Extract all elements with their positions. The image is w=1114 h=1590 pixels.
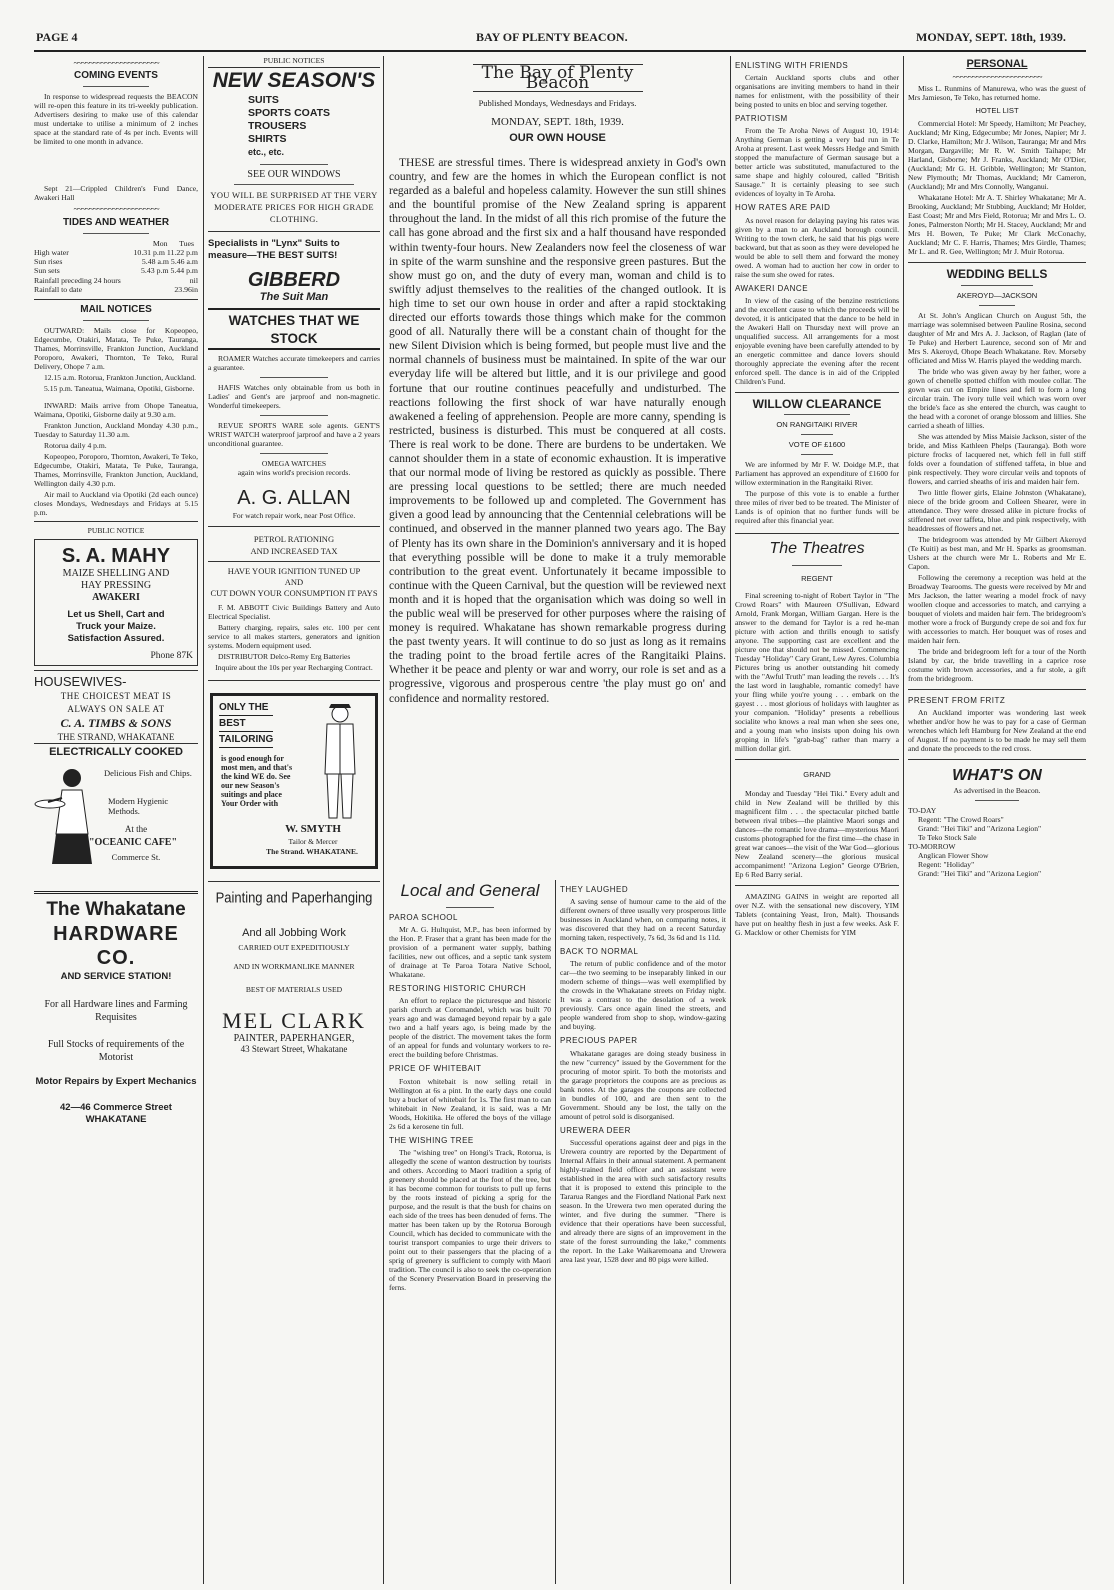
news-heading: PRESENT FROM FRITZ: [908, 695, 1006, 705]
hotel-list-title: HOTEL LIST: [975, 106, 1019, 116]
table-row: Rainfall to date 23.96in: [34, 284, 198, 294]
petrol-line: AND: [284, 577, 304, 588]
news-heading: PRECIOUS PAPER: [560, 1036, 638, 1046]
mail-para: OUTWARD: Mails close for Kopeopeo, Edgecumbe, Otakiri, Matata, Te Puke, Tauranga, Thames, Morrinsville, Frankton Junction, Auckland Poroporo, Awakeri, Thornton, Te Teko, Rural Delivery, Ohope 7 a.m.: [34, 326, 198, 372]
news-body: Certain Auckland sports clubs and other organisations are inviting members to hand in their names for enlistment, with the possibility of their being posted to units en bloc and serving together.: [735, 73, 899, 110]
news-heading: RESTORING HISTORIC CHURCH: [389, 984, 527, 994]
tides-table: Mon Tues High water 10.31 p.m 11.22 p.m Sun rises 5.48 a.m 5.46 a.m Sun sets 5.43 p.m 5.44 p.m Rainfall preceding 24 hours nil Rainfall to date 23.96in: [34, 238, 198, 294]
petrol-line: HAVE YOUR IGNITION TUNED UP: [227, 566, 361, 577]
today-heading: TO-DAY: [908, 805, 937, 815]
masthead: The Bay of Plenty Beacon: [481, 63, 634, 94]
wavy-divider: ~~~~~~~~~~~~~~~~~~~~~~: [73, 58, 159, 68]
news-body: From the Te Aroha News of August 10, 1914: Anything German is getting a very bad run in Te Aroha at present. Last week Messrs Hedge and Smith stopped the manufacture of German sausage but a better article was substituted, manufactured to the same shape and highly coloured, called "British Sausage." It is certainly pleasing to see such evidences of loyalty in Te Aroha.: [735, 126, 899, 199]
surprised-text: YOU WILL BE SURPRISED AT THE VERY MODERATE PRICES FOR HIGH GRADE CLOTHING.: [210, 190, 378, 225]
willow-vote: VOTE OF £1600: [788, 440, 846, 450]
whats-on-sub: As advertised in the Beacon.: [953, 785, 1041, 795]
wedding-title: WEDDING BELLS: [946, 267, 1048, 282]
column-6: [908, 56, 1086, 1584]
news-body: The "wishing tree" on Hongi's Track, Rotorua, is allegedly the scene of wanton destruction by tourists and others. According to Maori tradition a sprig of greenery should be placed at the foot of the tree, but it has become common for tourists to pull up ferns by the roots instead of picking a sprig for the purpose, and the result is that the bush for chains on each side of the trees has been denuded of ferns. The matter has been taken up by the Rotorua Borough Council, which has decided to communicate with the tourist transport companies to urge their drivers to point out to their passengers that the placing of a sprig of greenery is sufficient to comply with Maori tradition. The council is also to seek the co-operation of the Scenery Preservation Board in preserving the ferns.: [389, 1147, 551, 1292]
column-rule: [903, 56, 904, 1584]
news-heading: HOW RATES ARE PAID: [735, 203, 831, 213]
column-1: [34, 56, 198, 1584]
mail-para: Air mail to Auckland via Opotiki (2d each ounce) closes Mondays, Wednesdays and Fridays at 5.15 p.m.: [34, 490, 198, 518]
table-row: Sun rises 5.48 a.m 5.46 a.m: [34, 257, 198, 267]
news-body: Mr A. G. Hultquist, M.P., has been informed by the Hon. P. Fraser that a grant has been made for the provision of a permanent water supply, bathing facilities, new out offices, and a septic tank system of drainage at Te Paroa Totara Native School, Whakatane.: [389, 925, 551, 980]
watches-title: WATCHES THAT WE STOCK: [208, 312, 380, 350]
coming-event-item: Sept 21—Crippled Children's Fund Dance, Awakeri Hall: [34, 184, 198, 203]
editorial-title: OUR OWN HOUSE: [509, 131, 606, 144]
watch-item: again wins world's precision records.: [237, 468, 351, 478]
news-heading: THEY LAUGHED: [560, 885, 629, 894]
news-heading: AWAKERI DANCE: [735, 283, 809, 293]
column-rule: [383, 56, 384, 1584]
allan-name: A. G. ALLAN: [237, 487, 351, 510]
column-5: [735, 56, 899, 1584]
news-body: She was attended by Miss Maisie Jackson, sister of the bride, and Miss Kathleen Phelps (Tauranga). Both wore picture frocks of lacquered net, which fell in full stiff folds over a foundation of stiffened taffeta, in blue and pink respectively. They wore circular veils and topnots of flowers, and carried sheaths of iris and maiden hair fern.: [908, 431, 1086, 486]
wavy-divider: ~~~~~~~~~~~~~~~~~~~~~~~: [952, 72, 1042, 83]
mail-para: INWARD: Mails arrive from Ohope Taneatua, Waimana, Opotiki, Gisborne daily at 9.30 a.m.: [34, 401, 198, 420]
personal-title: PERSONAL: [966, 58, 1028, 70]
abbott-text: F. M. ABBOTT Civic Buildings Battery and Auto Electrical Specialist.: [208, 603, 380, 622]
news-heading: PAROA SCHOOL: [389, 913, 458, 922]
mel-clark-name: MEL CLARK: [222, 1007, 366, 1033]
editorial-date: MONDAY, SEPT. 18th, 1939.: [491, 115, 624, 128]
news-heading: THE WISHING TREE: [389, 1135, 474, 1145]
grand-heading: GRAND: [803, 770, 831, 780]
painting-title: Painting and Paperhanging: [215, 889, 373, 907]
column-2: [208, 56, 380, 1584]
column-rule: [203, 56, 204, 1584]
willow-title: WILLOW CLEARANCE: [752, 396, 882, 411]
news-body: Whakatane garages are doing steady business in the new "currency" issued by the Government for the procuring of motor spirit. To both the motorists and the garage proprietors the coupons are as precious as bank notes. At the garages the coupons are collected in bundles of 100, and are then sent to the Government. Should any be lost, the tally on the amount of petrol sold is disorganised.: [560, 1048, 726, 1121]
public-notice-label: PUBLIC NOTICE: [87, 526, 145, 536]
column-rule: [555, 880, 556, 1584]
regent-heading: REGENT: [801, 574, 833, 584]
news-body: The bridegroom was attended by Mr Gilbert Akeroyd (Te Kuiti) as best man, and Mr H. Sparks as groomsman. Ushers at the church were Mr L. Roberts and Mr E. Capon.: [908, 534, 1086, 571]
paint-line: And all Jobbing Work: [242, 927, 346, 940]
page-number: PAGE 4: [36, 30, 78, 44]
table-row: Sun sets 5.43 p.m 5.44 p.m: [34, 266, 198, 276]
tailor-figure-illustration: [305, 702, 375, 822]
paint-line: PAINTER, PAPERHANGER,: [233, 1032, 355, 1044]
abbott-text: DISTRIBUTOR Delco-Remy Erg Batteries: [218, 652, 351, 662]
hardware-co-advert: The Whakatane HARDWARE CO. AND SERVICE STATION! For all Hardware lines and Farming Requisites Full Stocks of requirements of the Motorist Motor Repairs by Expert Mechanics 42—46 Commerce Street WHAKATANE: [35, 899, 197, 1126]
list-item: Anglican Flower Show: [918, 850, 989, 860]
news-body: Commercial Hotel: Mr Speedy, Hamilton; Mr Peachey, Auckland; Mr King, Edgecumbe; Mr Jones, Napier; Mr J. D. Clarke, Hamilton; Mr J. Wilson, Tauranga; Mr and Mrs Morgan, Dargaville; Mr R. W. Smith Taihape; Mr Harland, Gisborne; Mr J. Franks, Auckland; Mr O'Dier, (Auckland; Mr G. H. Gribble, Wellington; Mr Stanton, New Plymouth; Mr Thomas, Auckland; Mr Cameron, (Auckland); Mr and Mrs Connolly, Wanganui.: [908, 119, 1086, 192]
news-body: The bride who was given away by her father, wore a gown of chenelle spotted chiffon with moulee collar. The gown was cut on Empire lines and fell to form a long circular train. The ivory tulle veil which was worn over the bride's face as she entered the church, was caught to the head with a coronet of orange blossom and lillies. She carried a sheath of lillies.: [908, 366, 1086, 430]
see-our-windows: SEE OUR WINDOWS: [247, 169, 341, 180]
theatres-title: The Theatres: [769, 540, 865, 558]
wedding-sub: AKEROYD—JACKSON: [956, 290, 1038, 300]
oceanic-cafe-advert: ELECTRICALLY COOKED Delicious Fish and Chips. Modern Hygienic Methods. At the "OCEANIC CAFE" Commerce St.: [34, 743, 198, 887]
news-body: Miss L. Runmins of Manurewa, who was the guest of Mrs Jamieson, Te Teko, has returned home.: [908, 84, 1086, 103]
lynx-text: Specialists in "Lynx" Suits to measure—THE BEST SUITS!: [208, 238, 340, 262]
new-seasons-items: SUITS SPORTS COATS TROUSERS SHIRTS etc., etc.: [248, 94, 331, 157]
news-body: Whakatane Hotel: Mr A. T. Shirley Whakatane; Mr A. Brooking, Auckland; Mr Stubbing, Auckland; Mr Holder, East Coast; Mr and Mrs Field, Rotorua; Mr and Mrs L. O. Jones, Palmerston North; Mr H. Stacey, Auckland; Mr and Mrs H. Bowen, Te Puke; Mr Clark McConachy, Auckland; Mr C. F. Harris, Thames; Mrs Girdle, Thames; Mr L. and R. Gee, Wellington; Mr J. Muir Rotorua.: [908, 193, 1086, 257]
news-body: Following the ceremony a reception was held at the Broadway Tearooms. The guests were received by Mr and Mrs Jackson, the latter wearing a model frock of navy woollen cloque and accessories to match, and carrying a bouquet of violets and maiden hair fern. The bridegroom's mother wore a frock of Burgundy crepe de soi and fox fur with accessories to match. Her bouquet was of roses and maiden hair fern.: [908, 572, 1086, 645]
mail-para: 5.15 p.m. Taneatua, Waimana, Opotiki, Gisborne.: [44, 384, 195, 394]
news-heading: PATRIOTISM: [735, 114, 788, 124]
new-seasons-title: NEW SEASON'S: [212, 69, 376, 92]
mail-para: Kopeopeo, Poroporo, Thornton, Awakeri, Te Teko, Edgecumbe, Otakiri, Matata, Te Puke, Tauranga, Thames, Morrinsville, Frankton Junction, Auckland, Wellington daily 4.30 p.m.: [34, 452, 198, 489]
willow-sub: ON RANGITAIKI RIVER: [776, 420, 858, 430]
mail-notices-title: MAIL NOTICES: [80, 304, 152, 316]
public-notices-label: PUBLIC NOTICES: [208, 56, 380, 68]
mahy-advert: S. A. MAHY MAIZE SHELLING AND HAY PRESSING AWAKERI Let us Shell, Cart and Truck your Maize. Satisfaction Assured. Phone 87K: [34, 539, 198, 666]
news-body: The purpose of this vote is to enable a further three miles of river bed to be treated. The Minister of Lands is of opinion that no further funds will be required after this financial year.: [735, 489, 899, 526]
news-body: An Auckland importer was wondering last week whether and/or how he was to pay for a case of German wrenches which left Hamburg for New Zealand at the end of August. If no payment is to be made he may sell them and donate the proceeds to the red cross.: [908, 707, 1086, 753]
whats-on-title: WHAT'S ON: [952, 766, 1042, 784]
allan-sub: For watch repair work, near Post Office.: [232, 511, 356, 521]
news-body: Foxton whitebait is now selling retail in Wellington at 6s a pint. In the early days one could buy a bucket of whitebait for 1s. The first man to can whitebait in New Zealand, it is said, was a Mr Woods, Hokitika. He offered the boys of the village 2s 6d a kerosene tin full.: [389, 1076, 551, 1131]
coming-events-body: In response to widespread requests the BEACON will re-open this feature in its tri-weekly publication. Advertisers desiring to make use of this calendar must undertake to utilise a minimum of 2 inches space at the standard rate of 4s per inch. Events will be limited to one month in advance.: [34, 92, 198, 147]
list-item: Grand: "Hei Tiki" and "Arizona Legion": [918, 823, 1042, 833]
mail-para: 12.15 a.m. Rotorua, Frankton Junction, Auckland.: [44, 373, 197, 383]
published-line: Published Mondays, Wednesdays and Fridays.: [478, 98, 637, 109]
column-rule: [730, 56, 731, 1584]
suit-man: The Suit Man: [259, 291, 329, 304]
gibberd-name: GIBBERD: [247, 269, 341, 292]
mail-para: Frankton Junction, Auckland Monday 4.30 p.m., Tuesday to Saturday 11.30 a.m.: [34, 421, 198, 440]
list-item: Te Teko Stock Sale: [918, 832, 977, 842]
column-4: [560, 880, 726, 1584]
watch-item: HAFIS Watches only obtainable from us both in Ladies' and Gent's are jarproof and non-magnetic. Wonderful timekeepers.: [208, 383, 380, 411]
wavy-divider: ~~~~~~~~~~~~~~~~~~~~~~: [73, 204, 159, 215]
petrol-line: PETROL RATIONING: [253, 534, 335, 545]
paint-line: CARRIED OUT EXPEDITIOUSLY: [238, 942, 350, 952]
mail-para: Rotorua daily 4 p.m.: [44, 441, 107, 451]
paint-line: BEST OF MATERIALS USED: [245, 984, 343, 994]
tomorrow-heading: TO-MORROW: [908, 841, 956, 851]
news-body: A saving sense of humour came to the aid of the different owners of three usually very prosperous little businesses in Auckland when, on comparing notes, it was discovered that they had on a recent Saturday morning taken, respectively, 7s 6d, 3s 6d and 1s 11d.: [560, 897, 726, 943]
news-body: Monday and Tuesday "Hei Tiki." Every adult and child in New Zealand will be thrilled by this magnificent film . . . the spectacular pitched battle between rival tribes—the plaintive Maori songs and dances—the romantic love drama—mysterious Maori customs photographed for the first time—the chase in great war canoes—the visit of the War God—glorious New Zealand scenery—the glorious musical accompaniment! "Arizona Legion" George O'Brien, Ep 6 Red Barry serial.: [735, 789, 899, 880]
watch-item: OMEGA WATCHES: [261, 459, 327, 469]
local-general: [389, 880, 551, 1584]
smyth-advert: ONLY THE BEST TAILORING is good enough for most men, and that's the kind WE do. See our new Season's suitings and place Your Order with W. SMYTH Tailor & Mercer The Strand. WHAKATANE.: [210, 693, 378, 869]
news-body: The bride and bridegroom left for a tour of the North Island by car, the bride travelling in a caprice rose costume with brown accessories, and a fur stole, a gift from the bridegroom.: [908, 646, 1086, 683]
local-general-title: Local and General: [400, 881, 540, 900]
petrol-line: CUT DOWN YOUR CONSUMPTION IT PAYS: [210, 588, 378, 599]
news-heading: ENLISTING WITH FRIENDS: [735, 61, 849, 70]
paint-line: AND IN WORKMANLIKE MANNER: [233, 961, 355, 971]
news-heading: UREWERA DEER: [560, 1125, 631, 1135]
list-item: Regent: "The Crowd Roars": [918, 814, 1004, 824]
news-body: AMAZING GAINS in weight are reported all over N.Z. with the sensational new discovery, YIM Tablets (containing Yeast, Iron, Malt). Thousands have put on healthy flesh in just a few weeks. Ask F. G. Macklow or other Chemists for YIM: [735, 892, 899, 938]
news-body: Final screening to-night of Robert Taylor in "The Crowd Roars" with Maureen O'Sullivan, Edward Arnold, Frank Morgan, William Gargan. Here is the answer to the demand for Taylor is a red he-man picture with action and thrills enough to satisfy anyone. The supporting cast are excellent and the picture one that should not be missed. Commencing Tuesday "Holiday" Cary Grant, Lew Ayres. Columbia Pictures bring us another outstanding hit comedy with the "Awful Truth" man leading the revels . . . It's the last word in laughable, romantic comedy! have your fling while you're young . . . embark on the gayest . . . most glorious of holidays with laughter as your companion. "Holiday" presents a rebellious socialite who knows a real man when she sees one, and a young man who insists upon doing his own groping in life's "grab-bag" rather than marry a million dollar girl.: [735, 591, 899, 754]
petrol-line: AND INCREASED TAX: [250, 546, 338, 557]
list-item: Grand: "Hei Tiki" and "Arizona Legion": [918, 868, 1042, 878]
news-body: At St. John's Anglican Church on August 5th, the marriage was solemnised between Pauline Rosina, second daughter of Mr and Mrs A. J. Jackson, of Raglan (late of Te Puke) and Herbert Laurence, second son of Mr and Mrs S. Akeroyd, Ohope Beach Whakatane. Rev. Morseby officiated and Miss W. Harris played the wedding march.: [908, 310, 1086, 365]
list-item: Regent: "Holiday": [918, 859, 975, 869]
abbott-text: Battery charging, repairs, sales etc. 100 per cent service to all makes starters, generators and ignition systems. Modern equipment used.: [208, 623, 380, 651]
table-row: High water 10.31 p.m 11.22 p.m: [34, 248, 198, 258]
header-date: MONDAY, SEPT. 18th, 1939.: [916, 30, 1066, 44]
news-body: An effort to replace the picturesque and historic parish church at Coromandel, which was built 70 years ago and was damaged beyond repair by a gale two and a half years ago, is being made by the people of the district. The movement takes the form of an appeal for funds and voluntary workers to re-erect the building before Christmas.: [389, 996, 551, 1060]
news-body: In view of the casing of the benzine restrictions and the excellent cause to which the proceeds will be devoted, it is anticipated that the dance to be held in the Awakeri Hall on Thursday next will prove an unqualified success. All arrangements for a most enjoyable evening have been carefully attended to by an energetic committee and dance lovers should thoroughly appreciate the evening after the recent enforced spell. The dance is in aid of the Crippled Children's Fund.: [735, 295, 899, 386]
news-heading: BACK TO NORMAL: [560, 947, 639, 957]
news-heading: PRICE OF WHITEBAIT: [389, 1064, 482, 1074]
news-body: We are informed by Mr F. W. Doidge M.P., that Parliament has approved an expenditure of £1600 for willow extermination in the Rangitaiki River.: [735, 460, 899, 488]
timbs-advert: HOUSEWIVES- THE CHOICEST MEAT IS ALWAYS ON SALE AT C. A. TIMBS & SONS THE STRAND, WHAKATANE: [34, 670, 198, 743]
coming-events-title: COMING EVENTS: [74, 70, 158, 82]
editorial-body: THESE are stressful times. There is widespread anxiety in God's own country, and few are the homes in which the European conflict is not regarded as a baleful and hopeless calamity. However the sun still shines and the bountiful promise of the New Zealand spring is apparent throughout the land. In the midst of all this rich promise of the future the call has gone abroad and the first six and a half thousand have responded within twenty-four hours. New Zealanders now feel the closeness of war in spite of the warm sunshine and the responsive green pastures. But the show must go on, and the duty of every man, woman and child is to swiftly adjust themselves to the realities of the changed outlook. It is high time to set our own house in order and after a rapid stocktaking directed our efforts towards those things which make for the common good of all. Naturally there will be a constant chain of thought for the new Silent Division which is being formed, but people must live and the normal channels of business must be maintained. In spite of the war our everyday life will be altered but little, and it is our privilege and good fortune that our routine continues peacefully and undisturbed. The reactions following the first shock of war have naturally enough awakened a feeling of apprehension. People are more canny, spending is restricted, business is disturbed. This must be conquered at all costs. There is real work to be done. There are burdens to be undertaken. We cannot shoulder them in a state of economic exhaustion. It is imperative that our normal mode of living be restored as quickly as possible. There are pressing local questions to be settled; there are much needed improvements to be followed up and completed. The Government has given a good lead by announcing that the Centennial celebrations will be continued, and observed in the manner planned two years ago. The Bay of Plenty has its own share in the Dominion's anniversary and it is hoped that everything possible will be done to make it a truly memorable contribution to the great event. Unfortunately it became impossible to continue with the Queen Carnival, but the question will be reviewed next month and it is hoped that the organisation which was doing so well in the public weal will be preserved for other purposes where the raising of money is required. Whakatane has shown remarkable progress during the past twenty years. It will continue to do so just as long as it remains the trading point to the broad fertile acres of the Rangitaiki Plains. Whether it be peace and plenty or war and worry, our role is set and as a progressive, vigorous and prosperous centre 'the play must go on' and confidence and normality restored.: [389, 157, 726, 705]
abbott-text: Inquire about the 10s per year Recharging Contract.: [215, 663, 373, 673]
news-body: Successful operations against deer and pigs in the Urewera country are reported by the Department of Internal Affairs in their annual statement. A permanent highly-trained field officer and an assistant were established in the area with such satisfactory results that it is proposed to extend this principle to the Tararua Ranges and the Fiordland National Park next season. In the Urewera two men operated during the winter, and five during the summer. "There is evidence that their operations have been successful, and already there are signs of an improvement in the state of the forest surrounding the lake," comments the report. In the Lake Waikaremoana and Urewera area last year, 1528 deer and 80 pigs were killed.: [560, 1137, 726, 1264]
news-body: The return of public confidence and of the motor car—the two seeming to be inseparably linked in our modern scheme of things—was well exemplified by the crowds in the Whakatane streets on Friday night. It was a contrast to the desolation of a week previously. Cars once again lined the streets, and people wandered from shop to shop, window-gazing and buying.: [560, 959, 726, 1032]
editorial: [389, 56, 726, 876]
watch-item: ROAMER Watches accurate timekeepers and carries a guarantee.: [208, 354, 380, 373]
paper-name: BAY OF PLENTY BEACON.: [476, 30, 628, 44]
header-rule: [34, 50, 1086, 52]
table-row: Rainfall preceding 24 hours nil: [34, 275, 198, 285]
paint-line: 43 Stewart Street, Whakatane: [240, 1043, 348, 1054]
watch-item: REVUE SPORTS WARE sole agents. GENT'S WRIST WATCH waterproof jarproof and have a 2 years unconditional guarantee.: [208, 421, 380, 449]
page-header: [36, 30, 1086, 46]
tides-title: TIDES AND WEATHER: [62, 216, 170, 228]
news-body: As novel reason for delaying paying his rates was given by a man to an Auckland borough council. Writing to the town clerk, he said that his pigs were backward, but that as soon as they were developed he would be able to sell them and forward the money owed. A woman had to auction her cow in order to raise the sum she owed for rates.: [735, 215, 899, 279]
news-body: Two little flower girls, Elaine Johnston (Whakatane), niece of the bride groom and Colleen Shearer, were in attendance. They were dressed alike in picture frocks of stiffened net over taffeta, blue and pink respectively, with headdresses of flowers and net.: [908, 487, 1086, 533]
